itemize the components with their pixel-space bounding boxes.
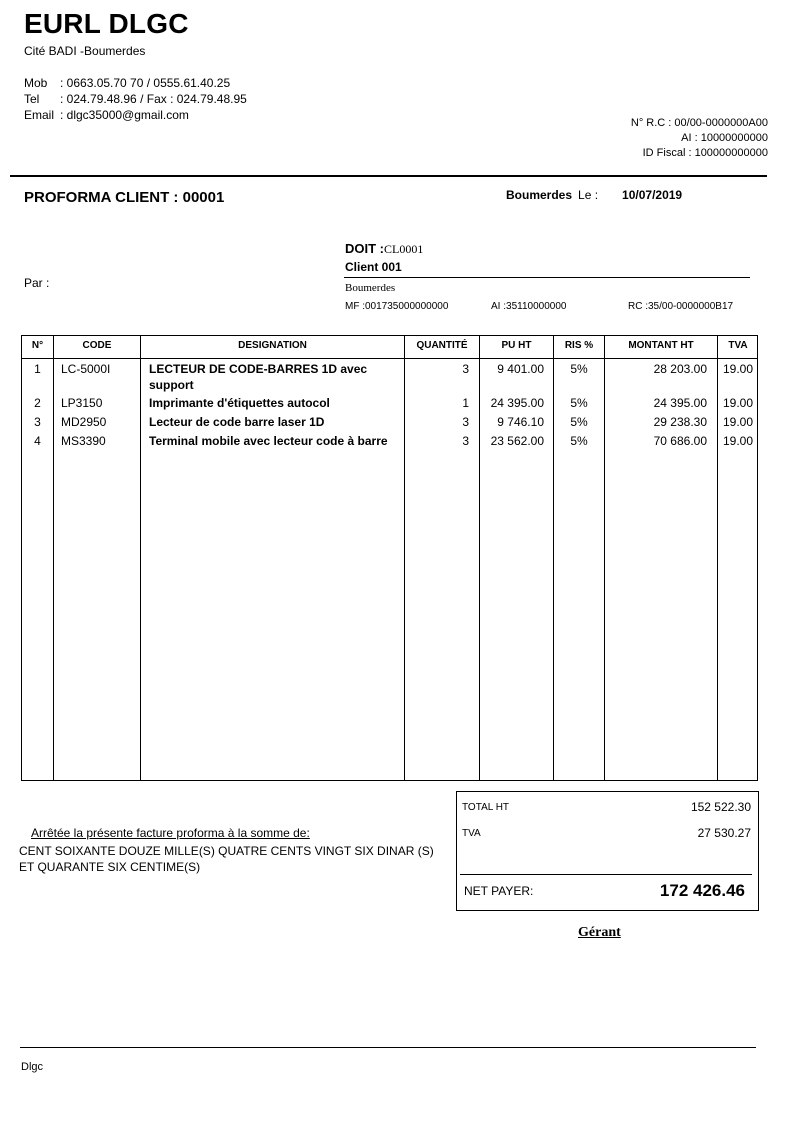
column-divider [604,336,605,780]
email-label: Email [24,108,55,122]
company-address: Cité BADI -Boumerdes [24,44,146,58]
row-tva: 19.00 [722,434,753,448]
row-no: 1 [34,362,41,376]
row-code: MD2950 [61,415,107,429]
row-designation: LECTEUR DE CODE-BARRES 1D avec support [149,362,368,392]
tel-label: Tel [24,92,40,106]
mobile-row [24,76,230,90]
column-divider [404,336,405,780]
client-divider [344,277,750,278]
row-code: LP3150 [61,396,103,410]
signature-label: Gérant [578,925,621,940]
doit-label: DOIT : [345,241,384,256]
row-pu-ht: 23 562.00 [490,434,544,448]
row-pu-ht: 9 401.00 [497,362,544,376]
header-pu-ht: PU HT [501,340,532,351]
amount-words-text: CENT SOIXANTE DOUZE MILLE(S) QUATRE CENTS VINGT SIX DINAR (S) ET QUARANTE SIX CENTIME(S) [19,844,434,874]
mobile-label: Mob [24,76,48,90]
client-name: Client 001 [345,260,402,274]
row-montant-ht: 29 238.30 [653,415,707,429]
header-code: CODE [82,340,112,351]
row-quantity: 1 [462,396,469,410]
tva-value: 27 530.27 [697,826,751,840]
header-divider [10,175,767,177]
amount-words-label: Arrêtée la présente facture proforma à la somme de: [31,826,310,840]
row-montant-ht: 70 686.00 [653,434,707,448]
registration-rc: N° R.C : 00/00-0000000A00 [630,117,768,129]
header-montant-ht: MONTANT HT [628,340,694,351]
mobile-value: : 0663.05.70 70 / 0555.61.40.25 [60,76,231,90]
row-code: LC-5000I [61,362,111,376]
row-montant-ht: 24 395.00 [653,396,707,410]
client-mf: MF :001735000000000 [345,301,449,312]
registration-ai: AI : 10000000000 [681,132,768,144]
row-tva: 19.00 [722,396,753,410]
place-date [506,188,682,202]
row-designation: Imprimante d'étiquettes autocol [149,396,330,410]
row-designation: Lecteur de code barre laser 1D [149,415,325,429]
row-ris: 5% [570,434,588,448]
header-row-divider [22,358,757,359]
row-designation: Terminal mobile avec lecteur code à barre [149,434,388,448]
totals-box [456,791,759,911]
row-quantity: 3 [462,434,469,448]
doit-block [345,241,423,257]
total-ht-value: 152 522.30 [690,800,751,814]
header-quantity: QUANTITÉ [416,340,468,351]
document-date: 10/07/2019 [622,188,683,202]
row-pu-ht: 24 395.00 [490,396,544,410]
column-divider [717,336,718,780]
row-tva: 19.00 [722,362,753,376]
document-place: Boumerdes [506,188,573,202]
proforma-title: PROFORMA CLIENT : 00001 [24,189,225,206]
column-divider [140,336,141,780]
row-montant-ht: 28 203.00 [653,362,707,376]
row-pu-ht: 9 746.10 [497,415,544,429]
row-quantity: 3 [462,362,469,376]
footer-divider [20,1047,756,1048]
column-divider [53,336,54,780]
email-value: : dlgc35000@gmail.com [60,108,189,122]
registration-id-fiscal: ID Fiscal : 100000000000 [642,147,768,159]
footer-text: Dlgc [21,1061,44,1073]
tel-row [24,92,247,106]
row-ris: 5% [570,362,588,376]
row-ris: 5% [570,415,588,429]
totals-divider [460,874,752,875]
client-rc: RC :35/00-0000000B17 [628,301,734,312]
total-ht-label: TOTAL HT [462,802,510,813]
header-tva: TVA [728,340,748,351]
column-divider [479,336,480,780]
row-tva: 19.00 [722,415,753,429]
net-payer-label: NET PAYER: [464,884,534,898]
header-ris: RIS % [564,340,594,351]
row-code: MS3390 [61,434,106,448]
client-code: CL0001 [384,242,424,256]
row-ris: 5% [570,396,588,410]
header-no: N° [31,340,44,351]
client-ai: AI :35110000000 [491,301,567,312]
email-row [24,108,189,122]
client-city: Boumerdes [345,282,396,294]
company-name: EURL DLGC [24,8,189,39]
row-no: 4 [34,434,41,448]
row-no: 3 [34,415,41,429]
tva-label: TVA [462,828,481,839]
row-quantity: 3 [462,415,469,429]
row-no: 2 [34,396,41,410]
date-label: Le : [578,188,599,202]
par-label: Par : [24,276,50,290]
net-payer-value: 172 426.46 [659,881,745,900]
items-table [21,335,758,781]
tel-value: : 024.79.48.96 / Fax : 024.79.48.95 [60,92,247,106]
header-designation: DESIGNATION [238,340,307,351]
